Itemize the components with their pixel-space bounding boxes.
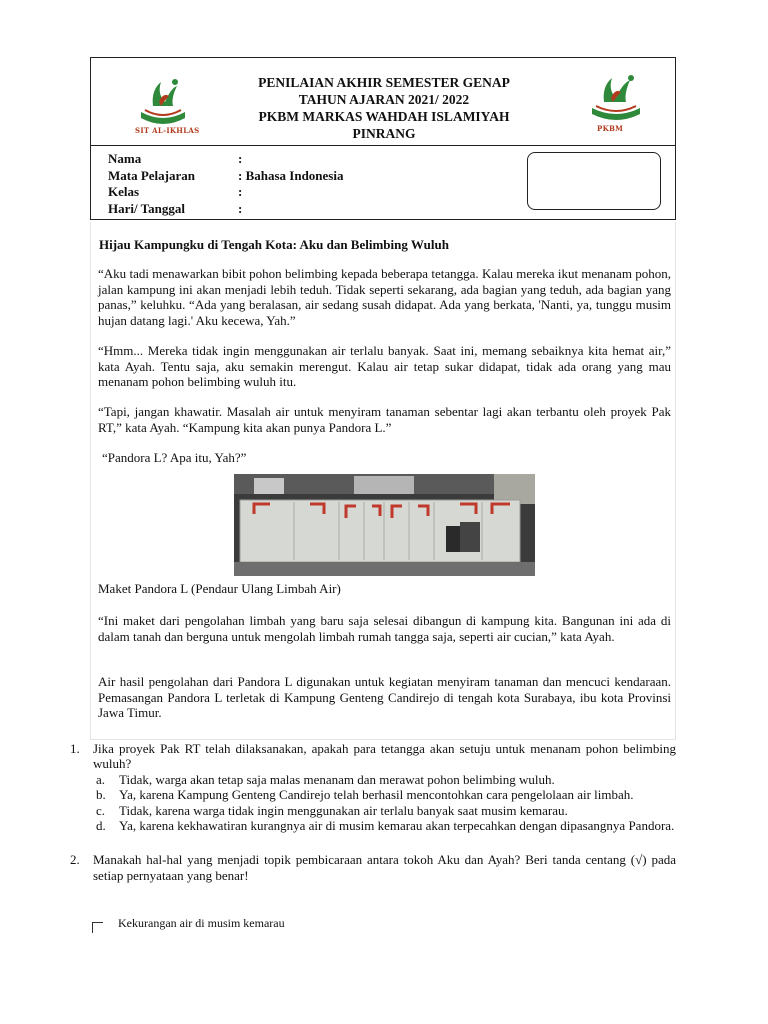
question-1: [70, 741, 676, 772]
identity-label: Kelas: [108, 184, 140, 199]
option-text: Tidak, warga akan tetap saja malas menanam dan merawat pohon belimbing wuluh.: [119, 771, 555, 787]
option-letter: d.: [96, 818, 106, 834]
header-titles: [221, 74, 547, 142]
question-text: Jika proyek Pak RT telah dilaksanakan, apakah para tetangga akan setuju untuk menanam pohon belimbing wuluh?: [93, 741, 676, 772]
score-box[interactable]: [527, 152, 661, 210]
header-title-row: [91, 58, 675, 146]
student-identity: [108, 151, 343, 217]
checkbox-icon[interactable]: [92, 922, 103, 933]
identity-value: : Bahasa Indonesia: [238, 167, 344, 183]
story-paragraph-4: “Pandora L? Apa itu, Yah?”: [102, 450, 247, 465]
option-text: Tidak, karena warga tidak ingin menggunakan air terlalu banyak saat musim kemarau.: [119, 802, 568, 818]
header-title-line-3: PKBM MARKAS WAHDAH ISLAMIYAH: [258, 109, 510, 124]
logo-right-caption: PKBM: [597, 124, 624, 133]
option-letter: c.: [96, 802, 106, 818]
identity-value: :: [238, 200, 243, 216]
header-title-line-1: PENILAIAN AKHIR SEMESTER GENAP: [258, 75, 510, 90]
option-text: Ya, karena Kampung Genteng Candirejo telah berhasil mencontohkan cara pengelolaan air limbah.: [119, 787, 634, 803]
reading-passage: [90, 222, 676, 740]
story-paragraph-2: “Hmm... Mereka tidak ingin menggunakan air terlalu banyak. Saat ini, memang sebaiknya kita hemat air,” kata Ayah. Tentu saja, aku semakin merengut. Kalau air tetap sukar didapat, tidak ada orang yang mau menanam pohon belimbing wuluh itu.: [98, 343, 671, 390]
question-number: 1.: [70, 741, 80, 756]
option-letter: a.: [96, 771, 106, 787]
option-letter: b.: [96, 787, 106, 803]
checklist-item-1[interactable]: [92, 914, 285, 933]
story-paragraph-1: “Aku tadi menawarkan bibit pohon belimbing kepada beberapa tetangga. Kalau mereka ikut menanam pohon, jalan kampung ini akan menjadi lebih teduh. Tidak seperti sekarang, ada bagian yang teduh, ada bagian yang panas,” keluhku. “Ada yang beralasan, air sedang susah didapat. Ada yang berkata, 'Nanti, ya, tunggu musim hujan datang lagi.' Aku kecewa, Yah.”: [98, 266, 671, 328]
identity-label: Hari/ Tanggal: [108, 200, 185, 216]
option-a[interactable]: [96, 772, 676, 787]
identity-row-subject: [108, 168, 343, 185]
option-d[interactable]: [96, 818, 676, 833]
identity-row-class: [108, 184, 343, 201]
exam-header: [90, 57, 676, 220]
question-list: [70, 741, 676, 883]
story-paragraph-3: “Tapi, jangan khawatir. Masalah air untuk menyiram tanaman sebentar lagi akan terbantu oleh proyek Pak RT,” kata Ayah. “Kampung kita akan punya Pandora L.”: [98, 404, 671, 435]
story-paragraph-5: “Ini maket dari pengolahan limbah yang baru saja selesai dibangun di kampung kita. Bangunan ini ada di dalam tanah dan berguna untuk mengolah limbah rumah tangga saja, seperti air cucian,” kata Ayah.: [98, 613, 671, 644]
identity-value: :: [238, 151, 243, 166]
story-title: Hijau Kampungku di Tengah Kota: Aku dan Belimbing Wuluh: [99, 237, 449, 252]
header-title-line-2: TAHUN AJARAN 2021/ 2022: [298, 92, 470, 107]
identity-label: Mata Pelajaran: [108, 167, 196, 183]
option-b[interactable]: [96, 787, 676, 802]
identity-row-date: [108, 201, 343, 218]
checklist-item-text: Kekurangan air di musim kemarau: [118, 916, 285, 930]
identity-value: :: [238, 184, 243, 199]
photo-caption: Maket Pandora L (Pendaur Ulang Limbah Air): [98, 581, 341, 596]
identity-label: Nama: [108, 151, 142, 166]
logo-left-caption: SIT AL-IKHLAS: [135, 126, 200, 135]
question-text: Manakah hal-hal yang menjadi topik pembicaraan antara tokoh Aku dan Ayah? Beri tanda centang (√) pada setiap pernyataan yang benar!: [93, 852, 676, 883]
question-number: 2.: [70, 852, 80, 868]
option-text: Ya, karena kekhawatiran kurangnya air di musim kemarau akan terpecahkan dengan dipasangnya Pandora.: [119, 818, 675, 834]
question-2: [70, 852, 676, 883]
story-paragraph-6: Air hasil pengolahan dari Pandora L digunakan untuk kegiatan menyiram tanaman dan mencuci kendaraan. Pemasangan Pandora L terletak di Kampung Genteng Candirejo di tengah kota Surabaya, ibu kota Provinsi Jawa Timur.: [98, 674, 671, 721]
pandora-l-model-photo: [234, 474, 535, 576]
option-c[interactable]: [96, 803, 676, 818]
header-title-line-4: PINRANG: [352, 126, 416, 141]
identity-row-name: [108, 151, 343, 168]
